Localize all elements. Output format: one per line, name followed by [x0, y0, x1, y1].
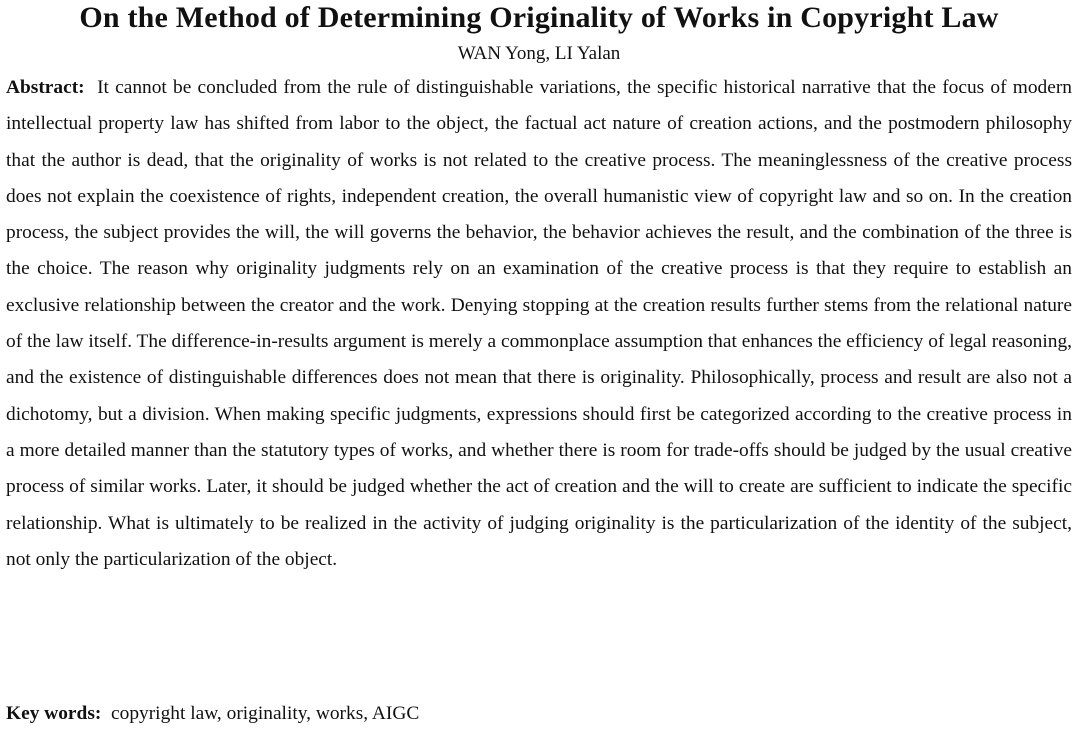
keywords-label: Key words:	[6, 703, 102, 724]
keywords-text: copyright law, originality, works, AIGC	[111, 703, 420, 724]
abstract-text: It cannot be concluded from the rule of distinguishable variations, the specific historical narrative that the focus of modern intellectual property law has shifted from labor to the object, the factual act nature of creation actions, and the postmodern philosophy that the author is dead, that the originality of works is not related to the creative process. The meaninglessness of the creative process does not explain the coexistence of rights, independent creation, the overall humanistic view of copyright law and so on. In the creation process, the subject provides the will, the will governs the behavior, the behavior achieves the result, and the combination of the three is the choice. The reason why originality judgments rely on an examination of the creative process is that they require to establish an exclusive relationship between the creator and the work. Denying stopping at the creation results further stems from the relational nature of the law itself. The difference-in-results argument is merely a commonplace assumption that enhances the efficiency of legal reasoning, and the existence of distinguishable differences does not mean that there is originality. Philosophically, process and result are also not a dichotomy, but a division. When making specific judgments, expressions should first be categorized according to the creative process in a more detailed manner than the statutory types of works, and whether there is room for trade-offs should be judged by the usual creative process of similar works. Later, it should be judged whether the act of creation and the will to create are sufficient to indicate the specific relationship. What is ultimately to be realized in the activity of judging originality is the particularization of the identity of the subject, not only the particularization of the object.	[6, 77, 1072, 570]
paper-title: On the Method of Determining Originality of Works in Copyright Law	[79, 1, 999, 34]
keywords-line	[6, 700, 419, 728]
abstract-paragraph	[6, 70, 1072, 578]
abstract-label: Abstract:	[6, 77, 85, 98]
paper-authors: WAN Yong, LI Yalan	[457, 43, 621, 64]
